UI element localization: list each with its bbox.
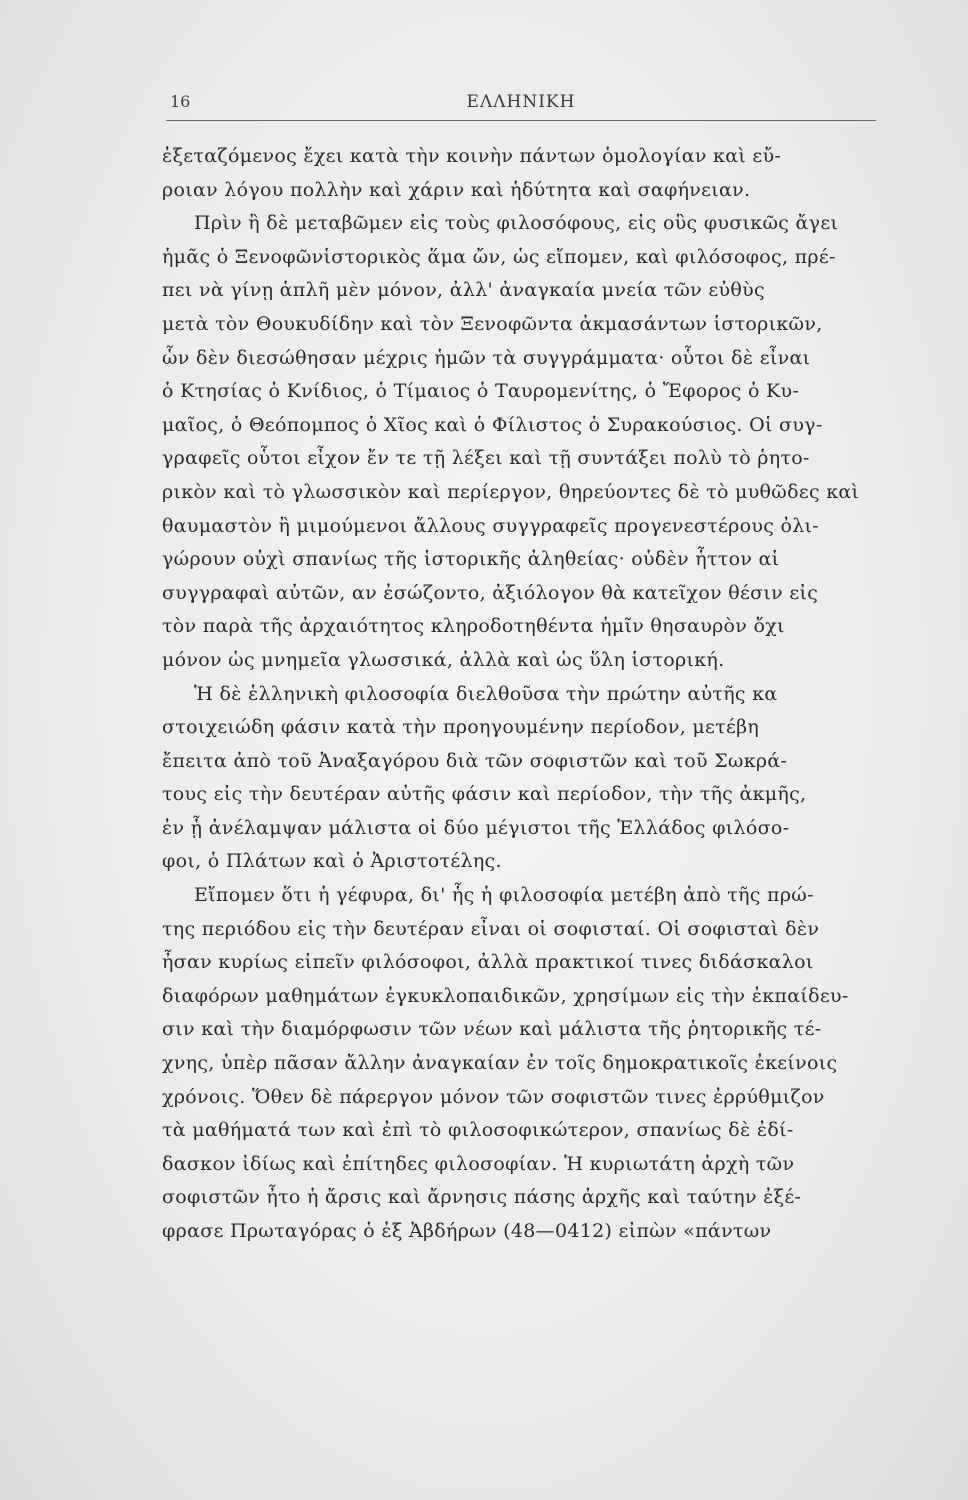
text-line: στοιχειώδη φάσιν κατὰ τὴν προηγουμένην περίοδον, μετέβη	[162, 716, 760, 739]
text-line: χρόνοις. Ὅθεν δὲ πάρεργον μόνον τῶν σοφιστῶν τινες ἐρρύθμιζον	[162, 1085, 825, 1108]
text-line: μόνον ὡς μνημεῖα γλωσσικά, ἀλλὰ καὶ ὡς ὕλη ἱστορική.	[162, 648, 725, 671]
text-line: ἔπειτα ἀπὸ τοῦ Ἀναξαγόρου διὰ τῶν σοφιστῶν καὶ τοῦ Σωκρά-	[162, 749, 788, 772]
text-line: γραφεῖς οὗτοι εἶχον ἔν τε τῇ λέξει καὶ τῇ συντάξει πολὺ τὸ ῥητο-	[162, 447, 810, 470]
text-line: ὁ Κτησίας ὁ Κνίδιος, ὁ Τίμαιος ὁ Ταυρομενίτης, ὁ Ἔφορος ὁ Κυ-	[162, 380, 800, 403]
text-line: μετὰ τὸν Θουκυδίδην καὶ τὸν Ξενοφῶντα ἀκμασάντων ἱστορικῶν,	[162, 312, 823, 335]
page-header	[166, 88, 876, 122]
text-line: διαφόρων μαθημάτων ἐγκυκλοπαιδικῶν, χρησίμων εἰς τὴν ἐκπαίδευ-	[162, 984, 849, 1007]
text-line: φοι, ὁ Πλάτων καὶ ὁ Ἀριστοτέλης.	[162, 850, 502, 873]
text-line: Ἡ δὲ ἑλληνικὴ φιλοσοφία διελθοῦσα τὴν πρώτην αὐτῆς κα	[194, 682, 778, 705]
text-line: τὰ μαθήματά των καὶ ἐπὶ τὸ φιλοσοφικώτερον, σπανίως δὲ ἐδί-	[162, 1119, 794, 1142]
text-line: ἐξεταζόμενος ἔχει κατὰ τὴν κοινὴν πάντων ὁμολογίαν καὶ εὔ-	[162, 145, 782, 167]
text-line: δασκον ἰδίως καὶ ἐπίτηδες φιλοσοφίαν. Ἡ κυριωτάτη ἀρχὴ τῶν	[162, 1152, 795, 1175]
text-line: χνης, ὑπὲρ πᾶσαν ἄλλην ἀναγκαίαν ἐν τοῖς δημοκρατικοῖς ἐκείνοις	[162, 1052, 838, 1075]
text-line: Εἴπομεν ὅτι ἡ γέφυρα, δι' ἧς ἡ φιλοσοφία μετέβη ἀπὸ τῆς πρώ-	[194, 884, 814, 907]
text-line: της περιόδου εἰς τὴν δευτέραν εἶναι οἱ σοφισταί. Οἱ σοφισταὶ δὲν	[162, 917, 820, 940]
text-line: συγγραφαὶ αὐτῶν, αν ἐσώζοντο, ἀξιόλογον θὰ κατεῖχον θέσιν εἰς	[162, 581, 819, 604]
text-line: ἡμᾶς ὁ Ξενοφῶνἱστορικὸς ἅμα ὤν, ὡς εἴπομεν, καὶ φιλόσοφος, πρέ-	[162, 245, 836, 268]
running-head: ΕΛΛΗΝΙΚΗ	[466, 92, 576, 112]
text-line: μαῖος, ὁ Θεόπομπος ὁ Χῖος καὶ ὁ Φίλιστος ὁ Συρακούσιος. Οἱ συγ-	[162, 413, 823, 436]
text-line: τὸν παρὰ τῆς ἀρχαιότητος κληροδοτηθέντα ἡμῖν θησαυρὸν ὄχι	[162, 615, 785, 638]
text-line: ὧν δὲν διεσώθησαν μέχρις ἡμῶν τὰ συγγράμματα· οὗτοι δὲ εἶναι	[162, 346, 811, 369]
text-line: τους εἰς τὴν δευτέραν αὐτῆς φάσιν καὶ περίοδον, τὴν τῆς ἀκμῆς,	[162, 783, 807, 806]
text-line: πει νὰ γίνῃ ἁπλῆ μὲν μόνον, ἀλλ' ἀναγκαία μνεία τῶν εὐθὺς	[162, 279, 765, 302]
text-line: σοφιστῶν ἦτο ἡ ἄρσις καὶ ἄρνησις πάσης ἀρχῆς καὶ ταύτην ἐξέ-	[162, 1186, 802, 1209]
text-line: φρασε Πρωταγόρας ὁ ἐξ Ἀβδήρων (48—0412) εἰπὼν «πάντων	[162, 1220, 772, 1242]
text-line: ἐν ᾗ ἀνέλαμψαν μάλιστα οἱ δύο μέγιστοι τῆς Ἑλλάδος φιλόσο-	[162, 816, 790, 839]
text-line: Πρὶν ἢ δὲ μεταβῶμεν εἰς τοὺς φιλοσόφους, εἰς οὓς φυσικῶς ἄγει	[194, 212, 839, 235]
page-number: 16	[170, 92, 191, 111]
text-line: γώρουν οὐχὶ σπανίως τῆς ἱστορικῆς ἀληθείας· οὐδὲν ἧττον αἱ	[162, 548, 780, 571]
text-line: σιν καὶ τὴν διαμόρφωσιν τῶν νέων καὶ μάλιστα τῆς ῥητορικῆς τέ-	[162, 1018, 822, 1041]
text-line: ἦσαν κυρίως εἰπεῖν φιλόσοφοι, ἀλλὰ πρακτικοί τινες διδάσκαλοι	[162, 951, 814, 974]
body-text	[162, 140, 880, 1249]
text-line: ρικὸν καὶ τὸ γλωσσικὸν καὶ περίεργον, θηρεύοντες δὲ τὸ μυθῶδες καὶ	[162, 480, 860, 503]
text-line: ροιαν λόγου πολλὴν καὶ χάριν καὶ ἡδύτητα καὶ σαφήνειαν.	[162, 178, 751, 201]
text-line: θαυμαστὸν ἢ μιμούμενοι ἄλλους συγγραφεῖς προγενεστέρους ὀλι-	[162, 514, 820, 537]
header-rule	[166, 120, 876, 121]
